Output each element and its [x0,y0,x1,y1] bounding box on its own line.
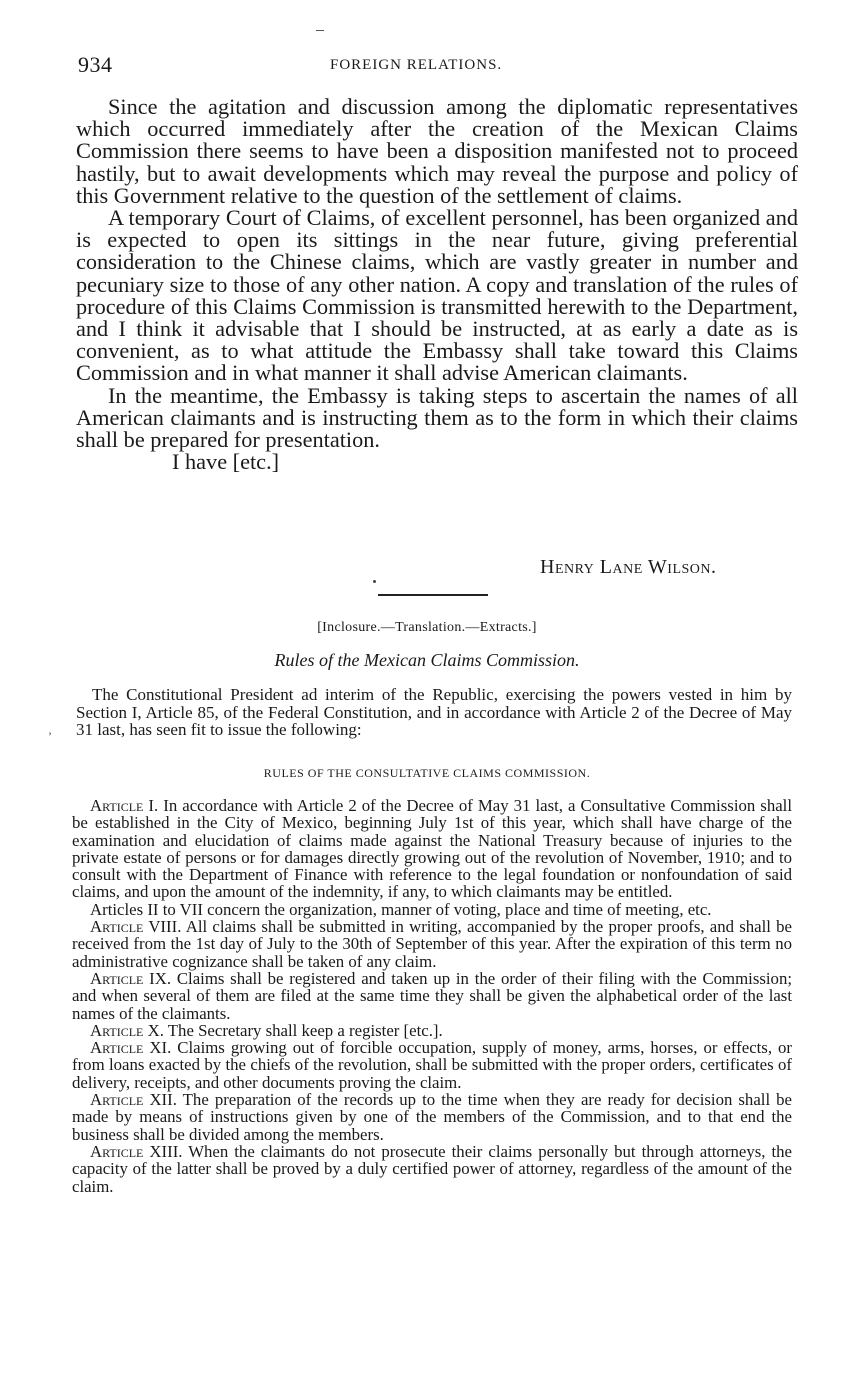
article-text: Claims shall be registered and taken up in the order of their filing with the Commission; and when several of them are filed at the same time they shall be given the alphabetical order of the last names of the claimants. [72,968,792,1023]
articles-list [72,797,792,1195]
stray-dot [373,580,376,583]
article-text: The Secretary shall keep a register [etc.]. [163,1020,443,1040]
letter-paragraph: In the meantime, the Embassy is taking steps to ascertain the names of all American claimants and is instructing them as to the form in which their claims shall be prepared for presentation. [76,382,798,453]
article-text: The preparation of the records up to the time when they are ready for decision shall be made by means of instructions given by one of the members of the Commission, and to that end the business shall be divided among the members. [72,1090,792,1144]
article-label: Article XI. [90,1038,172,1058]
letter-body [76,96,798,473]
letter-closing: I have [etc.] [172,449,280,475]
article-item [72,1022,792,1039]
page-header [78,52,798,82]
article-label: Article XIII. [90,1141,183,1161]
article-label: Article VIII. [90,917,182,937]
letter-paragraph: Since the agitation and discussion among the diplomatic representatives which occurred immediately after the creation of the Mexican Claims Commission there seems to have been a disposition manifested not to proceed hastily, but to await developments which may reveal the purpose and policy of this Government relative to the question of the settlement of claims. [76,94,798,208]
article-item [72,901,792,918]
article-item [72,970,792,1022]
preamble: The Constitutional President ad interim of the Republic, exercising the powers vested in him by Section I, Article 85, of the Federal Constitution, and in accordance with Article 2 of the Decree of May 31 last, has seen fit to issue the following: [76,685,792,740]
article-text: When the claimants do not prosecute their claims personally but through attorneys, the capacity of the latter shall be proved by a duly certified power of attorney, regardless of the amount of the claim. [72,1141,792,1196]
article-text: Claims growing out of forcible occupation, supply of money, arms, horses, or effects, or from loans exacted by the chiefs of the revolution, shall be submitted with the proper orders, certificates of delivery, receipts, and other documents proving the claim. [72,1038,792,1092]
article-item [72,1091,792,1143]
margin-mark: ’ [48,729,52,743]
section-divider [378,594,488,596]
article-label: Article XII. [90,1090,177,1110]
article-item [72,1143,792,1195]
page-number: 934 [78,52,113,77]
inclosure-caption: [Inclosure.—Translation.—Extracts.] [317,620,537,635]
article-text: In accordance with Article 2 of the Decree of May 31 last, a Consultative Commission shall be established in the City of Mexico, beginning July 1st of this year, which shall have charge of the examination and elucidation of claims made against the National Treasury because of injuries to the private estate of persons or for damages directly growing out of the revolution of November, 1910; and to consult with the Department of Finance with reference to the legal foundation or nonfoundation of said claims, and upon the amount of the indemnity, if any, to which claimants may be entitled. [72,796,792,902]
signature: Henry Lane Wilson. [540,556,717,578]
article-item [72,797,792,901]
rules-heading: RULES OF THE CONSULTATIVE CLAIMS COMMISSION. [263,766,591,780]
article-label: Article X. [90,1020,164,1040]
article-text: All claims shall be submitted in writing, accompanied by the proper proofs, and shall be received from the 1st day of July to the 30th of September of this year. After the expiration of this term no administrative cognizance shall be taken of any claim. [72,917,792,971]
article-label: Article IX. [90,968,172,988]
article-item [72,1039,792,1091]
letter-paragraph: A temporary Court of Claims, of excellent personnel, has been organized and is expected to open its sittings in the near future, giving preferential consideration to the Chinese claims, which are vastly greater in number and pecuniary size to those of any other nation. A copy and translation of the rules of procedure of this Claims Commission is transmitted herewith to the Department, and I think it advisable that I should be instructed, at as early a date as is convenient, as to what attitude the Embassy shall take toward this Claims Commission and in what manner it shall advise American claimants. [76,205,798,386]
article-text: Articles II to VII concern the organization, manner of voting, place and time of meeting, etc. [90,899,712,919]
article-label: Article I. [90,796,159,815]
stray-mark [316,30,324,31]
running-head: FOREIGN RELATIONS. [330,57,503,73]
rules-title: Rules of the Mexican Claims Commission. [274,650,580,670]
article-item [72,918,792,970]
